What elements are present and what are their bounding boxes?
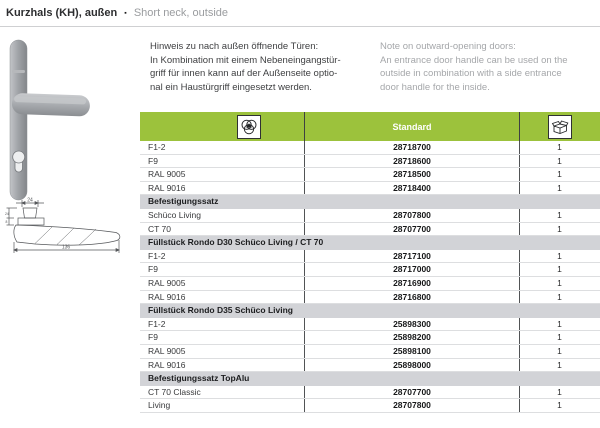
article-number-cell: 28718600 xyxy=(305,155,520,168)
packaging-column-header xyxy=(520,112,599,141)
note-en-line: Note on outward-opening doors: xyxy=(380,41,516,52)
table-row xyxy=(140,168,600,182)
finish-cell: RAL 9016 xyxy=(140,182,305,195)
note-de-line: nal ein Haustürgriff eingesetzt werden. xyxy=(150,81,312,93)
section-title-de: Füllstück Rondo D35 Schüco Living xyxy=(148,305,293,316)
section-title-de: Füllstück Rondo D30 Schüco Living / CT 70 xyxy=(148,237,324,248)
page-title-en: Short neck, outside xyxy=(133,7,229,19)
quantity-cell: 1 xyxy=(557,142,562,152)
quantity-cell: 1 xyxy=(557,169,562,180)
article-number-cell: 28718400 xyxy=(305,182,520,195)
note-english xyxy=(380,40,600,94)
quantity-cell: 1 xyxy=(557,155,562,166)
packaging-unit-icon xyxy=(548,115,572,139)
article-number-cell: 25898300 xyxy=(305,318,520,331)
bullet-separator: ▪ xyxy=(124,10,127,17)
table-row xyxy=(140,277,600,291)
article-number-cell: 28718500 xyxy=(305,168,520,181)
quantity-cell: 1 xyxy=(557,250,562,261)
table-header xyxy=(140,112,600,141)
finish-cell: RAL 9016 xyxy=(140,291,305,304)
article-number-cell: 28717100 xyxy=(305,250,520,263)
article-number-cell: 25898200 xyxy=(305,331,520,344)
section-header-row xyxy=(140,195,600,209)
quantity-cell: 1 xyxy=(557,291,562,302)
finish-cell: RAL 9005 xyxy=(140,277,305,290)
article-number-cell: 28707700 xyxy=(305,223,520,236)
table-row xyxy=(140,359,600,373)
article-number-cell: 28718700 xyxy=(305,141,520,154)
quantity-cell: 1 xyxy=(557,332,562,343)
note-german xyxy=(150,40,376,94)
page-title xyxy=(6,7,228,19)
table-row xyxy=(140,331,600,345)
quantity-cell: 1 xyxy=(557,209,562,220)
article-number-cell: 28707700 xyxy=(305,386,520,399)
article-number-cell: 28707800 xyxy=(305,399,520,412)
quantity-cell: 1 xyxy=(557,386,562,397)
article-number-cell: 28707800 xyxy=(305,209,520,222)
article-number-cell: 28716900 xyxy=(305,277,520,290)
finish-cell: F9 xyxy=(140,331,305,344)
section-title-de: Befestigungssatz TopAlu xyxy=(148,373,250,384)
finish-cell: RAL 9005 xyxy=(140,345,305,358)
section-title-de: Befestigungssatz xyxy=(148,196,219,207)
quantity-cell: 1 xyxy=(557,264,562,275)
quantity-cell: 1 xyxy=(557,182,562,193)
quantity-cell: 1 xyxy=(557,400,562,411)
table-row xyxy=(140,209,600,223)
finish-cell: RAL 9005 xyxy=(140,168,305,181)
finish-cell: F1-2 xyxy=(140,318,305,331)
dim-label-left-upper: 24 xyxy=(5,212,9,216)
table-row xyxy=(140,291,600,305)
quantity-cell: 1 xyxy=(557,223,562,234)
table-row xyxy=(140,141,600,155)
finish-cell: Schüco Living xyxy=(140,209,305,222)
table-row xyxy=(140,318,600,332)
dim-label-left-lower: 8 xyxy=(5,220,8,224)
door-handle-photo xyxy=(0,30,140,202)
article-number-cell: 25898000 xyxy=(305,359,520,372)
article-number-cell: 28717000 xyxy=(305,263,520,276)
quantity-cell: 1 xyxy=(557,345,562,356)
finish-cell: F9 xyxy=(140,155,305,168)
finish-cell: F1-2 xyxy=(140,141,305,154)
finish-cell: RAL 9016 xyxy=(140,359,305,372)
finish-cell: CT 70 Classic xyxy=(140,386,305,399)
standard-column-header: Standard xyxy=(305,112,520,141)
finish-colors-icon xyxy=(237,115,261,139)
product-table xyxy=(140,112,600,413)
table-row xyxy=(140,250,600,264)
product-table-body xyxy=(140,141,600,413)
dim-label-bottom: 136 xyxy=(61,244,71,251)
quantity-cell: 1 xyxy=(557,277,562,288)
section-header-row xyxy=(140,304,600,318)
table-row xyxy=(140,155,600,169)
table-row xyxy=(140,182,600,196)
article-number-cell: 25898100 xyxy=(305,345,520,358)
table-row xyxy=(140,263,600,277)
finish-cell: Living xyxy=(140,399,305,412)
table-row xyxy=(140,345,600,359)
table-row xyxy=(140,223,600,237)
finish-column-header xyxy=(140,112,305,141)
finish-cell: F1-2 xyxy=(140,250,305,263)
quantity-cell: 1 xyxy=(557,359,562,370)
note-de-line: Hinweis zu nach außen öffnende Türen: xyxy=(150,41,319,52)
finish-cell: CT 70 xyxy=(140,223,305,236)
quantity-cell: 1 xyxy=(557,318,562,329)
note-en-line: door handle for the inside. xyxy=(380,81,490,93)
note-en-line: An entrance door handle can be used on the xyxy=(380,54,568,66)
note-de-line: griff für innen kann auf der Außenseite optio- xyxy=(150,68,338,79)
table-row xyxy=(140,399,600,413)
note-de-line: In Kombination mit einem Nebeneingangstür- xyxy=(150,54,341,66)
note-en-line: outside in combination with a side entrance xyxy=(380,68,562,79)
table-row xyxy=(140,386,600,400)
page-title-de: Kurzhals (KH), außen xyxy=(6,7,118,19)
article-number-cell: 28716800 xyxy=(305,291,520,304)
section-header-row xyxy=(140,372,600,386)
dim-label-top: 24 xyxy=(27,197,33,204)
finish-cell: F9 xyxy=(140,263,305,276)
title-divider xyxy=(0,26,600,27)
section-header-row xyxy=(140,236,600,250)
handle-dimension-drawing xyxy=(5,196,125,256)
